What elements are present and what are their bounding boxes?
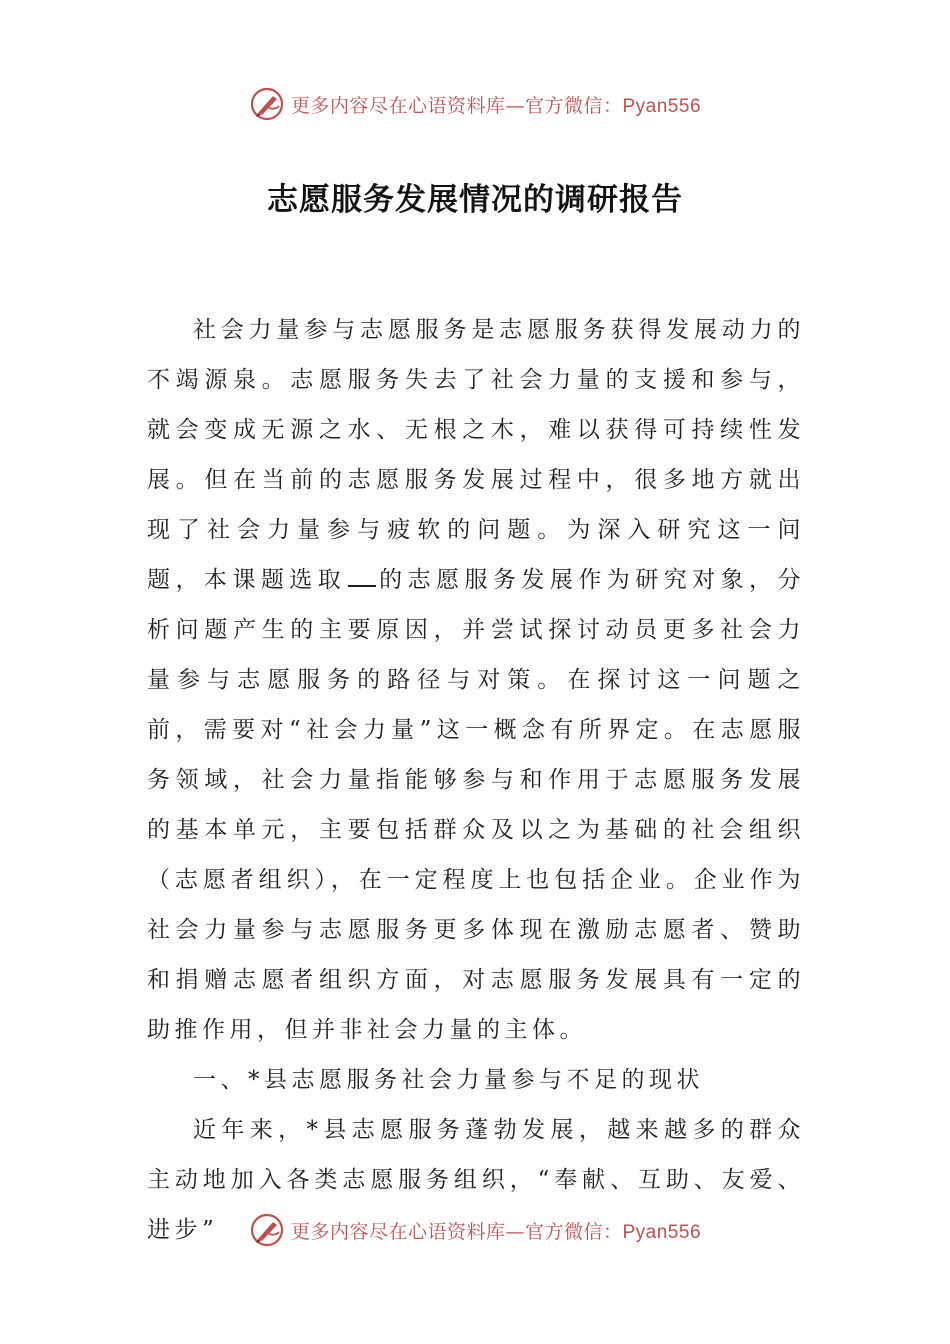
watermark-text: 更多内容尽在心语资料库—官方微信：Pyan556 bbox=[290, 1220, 702, 1243]
document-title: 志愿服务发展情况的调研报告 bbox=[267, 182, 683, 218]
watermark-wechat-id: Pyan556 bbox=[622, 1221, 702, 1243]
section-heading: 一、*县志愿服务社会力量参与不足的现状 bbox=[193, 1067, 704, 1093]
paragraph: 近年来，*县志愿服务蓬勃发展，越来越多的群众主动地加入各类志愿服务组织，“奉献、互助、友爱、进步” bbox=[147, 1117, 805, 1243]
watermark-text: 更多内容尽在心语资料库—官方微信：Pyan556 bbox=[290, 94, 702, 117]
paragraph: 社会力量参与志愿服务是志愿服务获得发展动力的不竭源泉。志愿服务失去了社会力量的支援和参与，就会变成无源之水、无根之木，难以获得可持续性发展。但在当前的志愿服务发展过程中，很多地方就出现了社会力量参与疲软的问题。为深入研究这一问题，本课题选取 的志愿服务发展作为研究对象，分析问题产生的主要原因，并尝试探讨动员更多社会力量参与志愿服务的路径与对策。在探讨这一问题之前，需要对“社会力量”这一概念有所界定。在志愿服务领域，社会力量指能够参与和作用于志愿服务发展的基本单元，主要包括群众及以之为基础的社会组织（志愿者组织），在一定程度上也包括企业。企业作为社会力量参与志愿服务更多体现在激励志愿者、赞助和捐赠志愿者组织方面，对志愿服务发展具有一定的助推作用，但并非社会力量的主体。 bbox=[147, 317, 806, 1043]
document-body bbox=[147, 305, 805, 1255]
pen-logo-icon bbox=[249, 1212, 285, 1248]
watermark-footer bbox=[0, 1210, 950, 1250]
watermark-wechat-id: Pyan556 bbox=[622, 95, 702, 117]
pen-logo-icon bbox=[249, 86, 285, 122]
watermark-header bbox=[0, 84, 950, 124]
fill-in-blank bbox=[348, 565, 376, 587]
